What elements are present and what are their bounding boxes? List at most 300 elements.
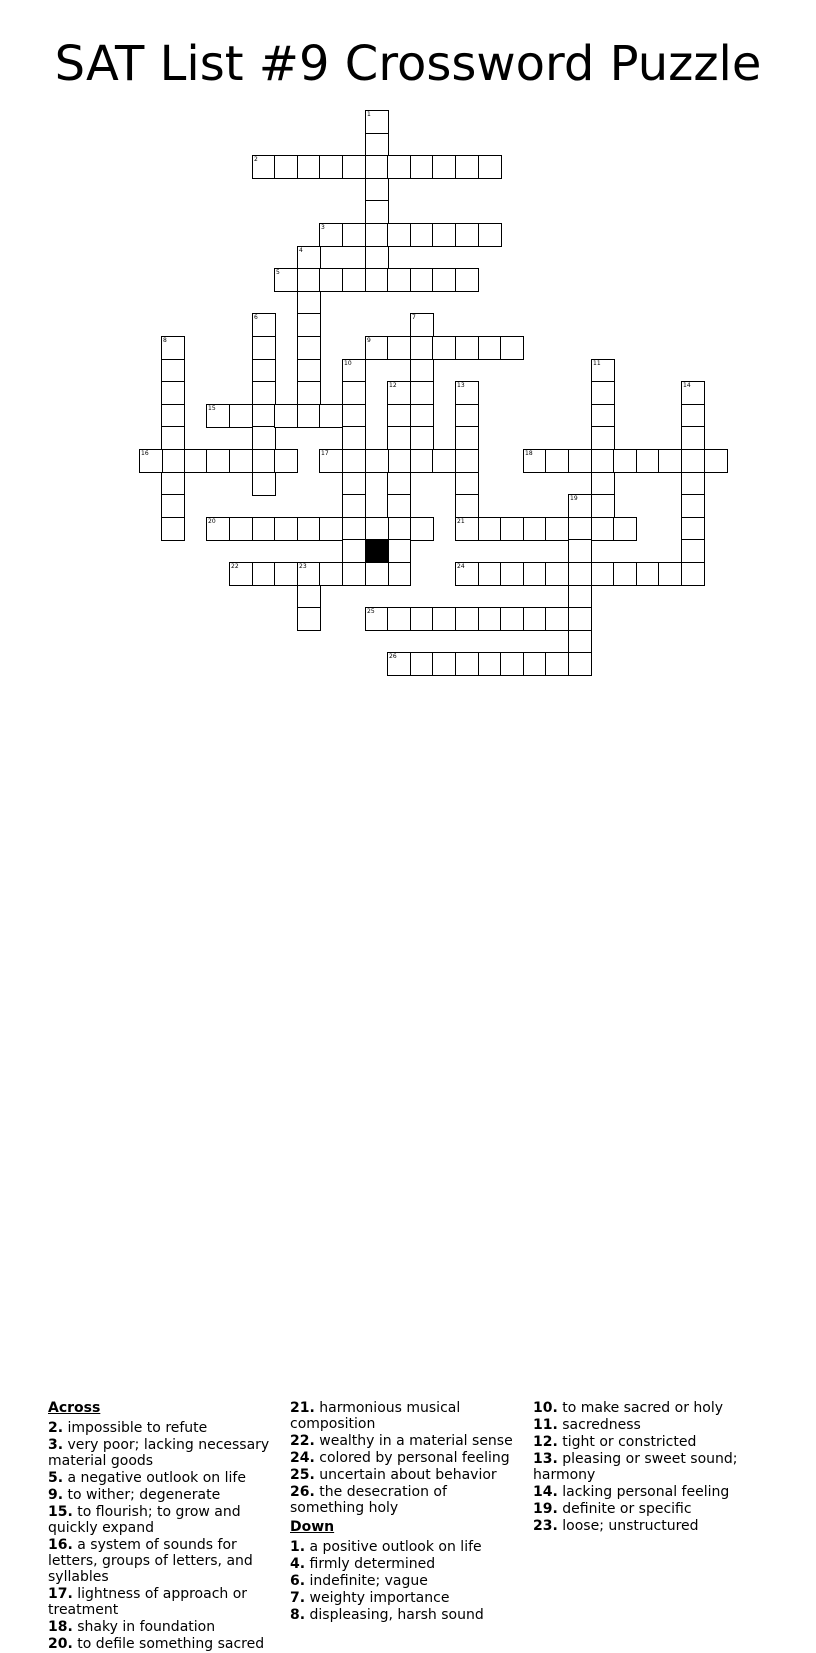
grid-cell[interactable]	[365, 562, 389, 586]
clue-number: 17	[321, 450, 329, 457]
grid-cell[interactable]	[681, 472, 705, 496]
grid-cell[interactable]	[591, 494, 615, 518]
clue-item-text: to defile something sacred	[72, 1636, 265, 1652]
clue-item-number: 11.	[533, 1417, 558, 1433]
grid-cell[interactable]	[342, 562, 366, 586]
clue-number: 24	[457, 563, 465, 570]
clue-item-number: 5.	[48, 1470, 64, 1486]
grid-cell[interactable]	[523, 562, 547, 586]
grid-cell[interactable]	[410, 313, 434, 337]
clue-item-text: sacredness	[557, 1417, 641, 1433]
clues-area	[0, 700, 816, 1652]
grid-cell[interactable]	[545, 449, 569, 473]
grid-cell[interactable]	[229, 404, 253, 428]
clue-item	[290, 1556, 522, 1572]
clue-item	[48, 1537, 280, 1585]
clue-item-number: 24.	[290, 1450, 315, 1466]
grid-cell[interactable]	[432, 336, 456, 360]
clue-item-number: 6.	[290, 1573, 306, 1589]
clue-number: 13	[457, 382, 465, 389]
grid-cell[interactable]	[342, 517, 366, 541]
grid-cell[interactable]	[410, 517, 434, 541]
clue-item	[48, 1470, 280, 1486]
grid-cell[interactable]	[161, 472, 185, 496]
grid-cell[interactable]	[591, 517, 615, 541]
clue-number: 2	[254, 156, 258, 163]
clue-item-number: 10.	[533, 1400, 558, 1416]
grid-cell[interactable]	[387, 517, 411, 541]
clue-item-text: pleasing or sweet sound; harmony	[533, 1451, 738, 1483]
clue-number: 6	[254, 314, 258, 321]
grid-cell[interactable]	[704, 449, 728, 473]
grid-cell[interactable]	[568, 539, 592, 563]
clue-item-text: a negative outlook on life	[63, 1470, 246, 1486]
grid-cell[interactable]	[365, 178, 389, 202]
clue-item	[290, 1607, 522, 1623]
grid-cell[interactable]	[410, 359, 434, 383]
grid-cell[interactable]	[297, 313, 321, 337]
clue-item-number: 25.	[290, 1467, 315, 1483]
grid-cell[interactable]	[387, 336, 411, 360]
clue-item	[533, 1501, 765, 1517]
grid-cell[interactable]	[681, 562, 705, 586]
grid-cell[interactable]	[161, 449, 185, 473]
grid-cell[interactable]	[410, 652, 434, 676]
clue-item-number: 15.	[48, 1504, 73, 1520]
grid-cell[interactable]	[478, 223, 502, 247]
clue-column-3	[533, 1400, 765, 1535]
grid-cell[interactable]	[274, 517, 298, 541]
grid-cell[interactable]	[297, 607, 321, 631]
grid-cell[interactable]	[545, 562, 569, 586]
grid-cell[interactable]	[365, 449, 389, 473]
grid-cell[interactable]	[161, 381, 185, 405]
clue-item-text: harmonious musical composition	[290, 1400, 461, 1432]
clue-item-text: the desecration of something holy	[290, 1484, 447, 1516]
grid-cell[interactable]	[591, 359, 615, 383]
grid-cell[interactable]	[387, 562, 411, 586]
grid-cell[interactable]	[387, 404, 411, 428]
grid-cell[interactable]	[319, 268, 343, 292]
grid-cell[interactable]	[319, 517, 343, 541]
clue-item	[48, 1487, 280, 1503]
down-clues-a	[290, 1539, 522, 1623]
clue-item-number: 22.	[290, 1433, 315, 1449]
clue-item-number: 2.	[48, 1420, 64, 1436]
grid-cell[interactable]	[568, 562, 592, 586]
clue-item	[48, 1619, 280, 1635]
grid-cell[interactable]	[206, 404, 230, 428]
clue-number: 25	[367, 608, 375, 615]
grid-cell[interactable]	[387, 268, 411, 292]
clue-item	[290, 1433, 522, 1449]
across-clues-b	[290, 1400, 522, 1516]
clue-number: 3	[321, 224, 325, 231]
clue-number: 20	[208, 518, 216, 525]
grid-cell[interactable]	[297, 585, 321, 609]
grid-cell[interactable]	[387, 652, 411, 676]
grid-cell[interactable]	[432, 607, 456, 631]
grid-cell[interactable]	[478, 562, 502, 586]
grid-cell[interactable]	[342, 404, 366, 428]
grid-cell[interactable]	[455, 494, 479, 518]
clue-item	[290, 1400, 522, 1432]
grid-cell[interactable]	[365, 133, 389, 157]
clue-number: 15	[208, 405, 216, 412]
grid-cell[interactable]	[500, 607, 524, 631]
grid-cell[interactable]	[500, 336, 524, 360]
clue-number: 1	[367, 111, 371, 118]
grid-cell[interactable]	[342, 449, 366, 473]
clue-number: 7	[412, 314, 416, 321]
clue-number: 11	[593, 360, 601, 367]
grid-cell[interactable]	[342, 359, 366, 383]
clue-item-number: 14.	[533, 1484, 558, 1500]
clue-number: 16	[141, 450, 149, 457]
clue-item-number: 19.	[533, 1501, 558, 1517]
grid-cell[interactable]	[252, 404, 276, 428]
grid-cell[interactable]	[568, 630, 592, 654]
grid-cell[interactable]	[636, 562, 660, 586]
clue-item	[290, 1590, 522, 1606]
grid-cell[interactable]	[319, 223, 343, 247]
grid-cell[interactable]	[410, 449, 434, 473]
clue-column-1	[48, 1400, 280, 1653]
grid-cell[interactable]	[545, 607, 569, 631]
grid-cell[interactable]	[342, 539, 366, 563]
grid-cell[interactable]	[613, 517, 637, 541]
grid-cell[interactable]	[297, 517, 321, 541]
grid-cell[interactable]	[206, 517, 230, 541]
grid-cell[interactable]	[523, 652, 547, 676]
grid-cell[interactable]	[478, 652, 502, 676]
clue-item-number: 26.	[290, 1484, 315, 1500]
clue-item-text: colored by personal feeling	[314, 1450, 510, 1466]
clue-item-number: 9.	[48, 1487, 64, 1503]
clue-item-text: loose; unstructured	[557, 1518, 699, 1534]
grid-cell[interactable]	[387, 472, 411, 496]
grid-cell[interactable]	[229, 562, 253, 586]
grid-cell[interactable]	[591, 562, 615, 586]
clue-item-number: 8.	[290, 1607, 306, 1623]
clue-number: 23	[299, 563, 307, 570]
grid-cell[interactable]	[410, 381, 434, 405]
grid-cell[interactable]	[387, 426, 411, 450]
clue-item	[533, 1434, 765, 1450]
grid-cell[interactable]	[342, 472, 366, 496]
grid-cell[interactable]	[252, 517, 276, 541]
grid-cell[interactable]	[365, 607, 389, 631]
grid-cell[interactable]	[297, 268, 321, 292]
clue-item-text: uncertain about behavior	[314, 1467, 497, 1483]
clue-item-text: lacking personal feeling	[557, 1484, 730, 1500]
clue-item-text: firmly determined	[305, 1556, 436, 1572]
grid-cell[interactable]	[365, 223, 389, 247]
grid-cell[interactable]	[161, 359, 185, 383]
grid-cell[interactable]	[681, 449, 705, 473]
grid-cell[interactable]	[319, 562, 343, 586]
clue-item-number: 21.	[290, 1400, 315, 1416]
grid-cell[interactable]	[252, 472, 276, 496]
clue-item-number: 3.	[48, 1437, 64, 1453]
clue-item	[533, 1451, 765, 1483]
clue-number: 9	[367, 337, 371, 344]
grid-cell[interactable]	[297, 155, 321, 179]
clue-number: 10	[344, 360, 352, 367]
grid-cell[interactable]	[681, 404, 705, 428]
grid-cell[interactable]	[274, 404, 298, 428]
grid-cell[interactable]	[274, 268, 298, 292]
grid-cell[interactable]	[432, 652, 456, 676]
grid-cell[interactable]	[229, 449, 253, 473]
clue-item-number: 17.	[48, 1586, 73, 1602]
clue-item-text: indefinite; vague	[305, 1573, 428, 1589]
grid-cell[interactable]	[342, 223, 366, 247]
grid-cell[interactable]	[365, 336, 389, 360]
grid-cell[interactable]	[252, 155, 276, 179]
grid-cell[interactable]	[252, 449, 276, 473]
grid-cell[interactable]	[455, 336, 479, 360]
down-clues-b	[533, 1400, 765, 1534]
clue-number: 12	[389, 382, 397, 389]
grid-cell[interactable]	[591, 449, 615, 473]
black-cell	[365, 539, 389, 563]
grid-cell[interactable]	[455, 381, 479, 405]
grid-cell[interactable]	[274, 155, 298, 179]
grid-cell[interactable]	[523, 517, 547, 541]
grid-cell[interactable]	[591, 404, 615, 428]
grid-cell[interactable]	[252, 359, 276, 383]
grid-cell[interactable]	[387, 155, 411, 179]
clue-item	[48, 1437, 280, 1469]
grid-cell[interactable]	[365, 110, 389, 134]
clue-item	[533, 1484, 765, 1500]
clue-number: 19	[570, 495, 578, 502]
down-heading: Down	[290, 1519, 335, 1535]
clue-item-text: weighty importance	[305, 1590, 450, 1606]
grid-cell[interactable]	[591, 472, 615, 496]
grid-cell[interactable]	[387, 539, 411, 563]
grid-cell[interactable]	[455, 472, 479, 496]
grid-cell[interactable]	[658, 562, 682, 586]
grid-cell[interactable]	[410, 336, 434, 360]
grid-cell[interactable]	[161, 426, 185, 450]
clue-item-number: 7.	[290, 1590, 306, 1606]
clue-item	[290, 1573, 522, 1589]
grid-cell[interactable]	[365, 517, 389, 541]
clue-item-number: 13.	[533, 1451, 558, 1467]
clue-item-text: a positive outlook on life	[305, 1539, 482, 1555]
clue-item-text: lightness of approach or treatment	[48, 1586, 248, 1618]
grid-cell[interactable]	[387, 381, 411, 405]
grid-cell[interactable]	[658, 449, 682, 473]
clue-item-number: 1.	[290, 1539, 306, 1555]
grid-cell[interactable]	[342, 381, 366, 405]
across-heading: Across	[48, 1400, 101, 1416]
crossword-grid	[0, 0, 816, 700]
grid-cell[interactable]	[410, 268, 434, 292]
clue-item-text: definite or specific	[557, 1501, 692, 1517]
grid-cell[interactable]	[591, 426, 615, 450]
clue-number: 22	[231, 563, 239, 570]
grid-cell[interactable]	[478, 607, 502, 631]
grid-cell[interactable]	[274, 449, 298, 473]
clue-item-number: 4.	[290, 1556, 306, 1572]
grid-cell[interactable]	[297, 381, 321, 405]
grid-cell[interactable]	[387, 494, 411, 518]
clue-number: 8	[163, 337, 167, 344]
grid-cell[interactable]	[365, 200, 389, 224]
grid-cell[interactable]	[410, 607, 434, 631]
grid-cell[interactable]	[206, 449, 230, 473]
clue-item	[290, 1484, 522, 1516]
grid-cell[interactable]	[139, 449, 163, 473]
grid-cell[interactable]	[252, 562, 276, 586]
grid-cell[interactable]	[184, 449, 208, 473]
grid-cell[interactable]	[681, 539, 705, 563]
grid-cell[interactable]	[455, 426, 479, 450]
grid-cell[interactable]	[591, 381, 615, 405]
grid-cell[interactable]	[319, 404, 343, 428]
clue-item	[533, 1417, 765, 1433]
grid-cell[interactable]	[455, 268, 479, 292]
clue-number: 21	[457, 518, 465, 525]
clue-item-number: 23.	[533, 1518, 558, 1534]
grid-cell[interactable]	[455, 607, 479, 631]
grid-cell[interactable]	[478, 155, 502, 179]
grid-cell[interactable]	[545, 652, 569, 676]
grid-cell[interactable]	[455, 562, 479, 586]
clue-item-text: very poor; lacking necessary material goods	[48, 1437, 270, 1469]
grid-cell[interactable]	[432, 449, 456, 473]
grid-cell[interactable]	[523, 607, 547, 631]
clue-item-text: a system of sounds for letters, groups of letters, and syllables	[48, 1537, 253, 1585]
grid-cell[interactable]	[297, 562, 321, 586]
grid-cell[interactable]	[252, 381, 276, 405]
grid-cell[interactable]	[568, 607, 592, 631]
page-title: SAT List #9 Crossword Puzzle	[54, 36, 762, 92]
grid-cell[interactable]	[342, 494, 366, 518]
clue-number: 14	[683, 382, 691, 389]
clue-item	[290, 1467, 522, 1483]
grid-cell[interactable]	[455, 652, 479, 676]
grid-cell[interactable]	[229, 517, 253, 541]
grid-cell[interactable]	[387, 223, 411, 247]
clue-item-text: displeasing, harsh sound	[305, 1607, 484, 1623]
clue-item-text: wealthy in a material sense	[314, 1433, 513, 1449]
clue-item	[290, 1539, 522, 1555]
grid-cell[interactable]	[568, 652, 592, 676]
grid-cell[interactable]	[500, 517, 524, 541]
grid-cell[interactable]	[478, 517, 502, 541]
grid-cell[interactable]	[455, 223, 479, 247]
grid-cell[interactable]	[500, 652, 524, 676]
clue-number: 4	[299, 247, 303, 254]
grid-cell[interactable]	[568, 449, 592, 473]
grid-cell[interactable]	[161, 494, 185, 518]
grid-cell[interactable]	[297, 246, 321, 270]
grid-cell[interactable]	[365, 268, 389, 292]
grid-cell[interactable]	[319, 449, 343, 473]
grid-cell[interactable]	[613, 562, 637, 586]
grid-cell[interactable]	[161, 517, 185, 541]
grid-cell[interactable]	[410, 404, 434, 428]
grid-cell[interactable]	[365, 155, 389, 179]
grid-cell[interactable]	[681, 494, 705, 518]
grid-cell[interactable]	[410, 223, 434, 247]
clue-item-number: 18.	[48, 1619, 73, 1635]
clue-item-text: impossible to refute	[63, 1420, 208, 1436]
clue-item-number: 20.	[48, 1636, 73, 1652]
grid-cell[interactable]	[681, 381, 705, 405]
grid-cell[interactable]	[252, 336, 276, 360]
clue-item	[48, 1636, 280, 1652]
grid-cell[interactable]	[161, 404, 185, 428]
clue-item-number: 12.	[533, 1434, 558, 1450]
grid-cell[interactable]	[252, 426, 276, 450]
clue-column-2	[290, 1400, 522, 1624]
clue-item	[533, 1518, 765, 1534]
grid-cell[interactable]	[274, 562, 298, 586]
grid-cell[interactable]	[297, 359, 321, 383]
grid-cell[interactable]	[681, 517, 705, 541]
grid-cell[interactable]	[161, 336, 185, 360]
clue-item-text: to flourish; to grow and quickly expand	[48, 1504, 241, 1536]
grid-cell[interactable]	[545, 517, 569, 541]
grid-cell[interactable]	[342, 155, 366, 179]
clue-item-text: to make sacred or holy	[557, 1400, 724, 1416]
grid-cell[interactable]	[455, 449, 479, 473]
grid-cell[interactable]	[523, 449, 547, 473]
grid-cell[interactable]	[636, 449, 660, 473]
grid-cell[interactable]	[568, 585, 592, 609]
grid-cell[interactable]	[297, 404, 321, 428]
grid-cell[interactable]	[568, 517, 592, 541]
clue-item	[533, 1400, 765, 1416]
grid-cell[interactable]	[432, 223, 456, 247]
grid-cell[interactable]	[319, 155, 343, 179]
clue-item-text: shaky in foundation	[72, 1619, 216, 1635]
grid-cell[interactable]	[681, 426, 705, 450]
across-clues-a	[48, 1420, 280, 1652]
grid-cell[interactable]	[410, 155, 434, 179]
grid-cell[interactable]	[297, 291, 321, 315]
grid-cell[interactable]	[342, 268, 366, 292]
grid-cell[interactable]	[455, 155, 479, 179]
clue-item	[48, 1586, 280, 1618]
grid-cell[interactable]	[297, 336, 321, 360]
clue-item-text: to wither; degenerate	[63, 1487, 221, 1503]
grid-cell[interactable]	[432, 155, 456, 179]
clue-number: 26	[389, 653, 397, 660]
grid-cell[interactable]	[500, 562, 524, 586]
clue-item	[48, 1420, 280, 1436]
grid-cell[interactable]	[342, 426, 366, 450]
grid-cell[interactable]	[613, 449, 637, 473]
grid-cell[interactable]	[432, 268, 456, 292]
grid-cell[interactable]	[387, 607, 411, 631]
grid-cell[interactable]	[478, 336, 502, 360]
grid-cell[interactable]	[455, 517, 479, 541]
grid-cell[interactable]	[410, 426, 434, 450]
grid-cell[interactable]	[455, 404, 479, 428]
grid-cell[interactable]	[387, 449, 411, 473]
grid-cell[interactable]	[365, 246, 389, 270]
grid-cell[interactable]	[252, 313, 276, 337]
grid-cell[interactable]	[568, 494, 592, 518]
clue-item	[290, 1450, 522, 1466]
clue-item	[48, 1504, 280, 1536]
